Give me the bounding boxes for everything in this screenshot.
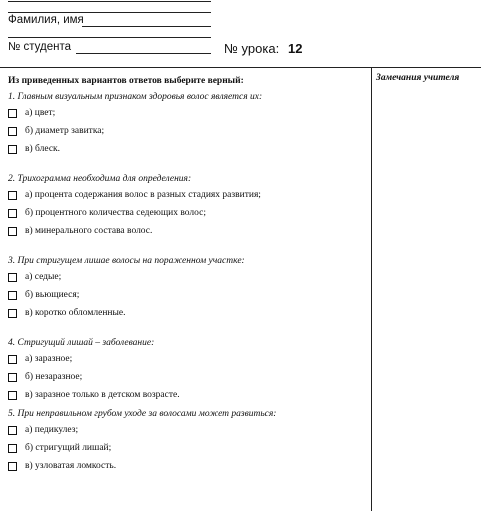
checkbox-icon[interactable] bbox=[8, 109, 17, 118]
checkbox-icon[interactable] bbox=[8, 462, 17, 471]
checkbox-icon[interactable] bbox=[8, 273, 17, 282]
lesson-number: 12 bbox=[288, 41, 303, 56]
question-block bbox=[8, 254, 368, 322]
option-label: а) процента содержания волос в разных стадиях развития; bbox=[25, 190, 261, 200]
top-line-2 bbox=[8, 12, 211, 13]
frame-top-border bbox=[0, 67, 481, 68]
teacher-notes-header: Замечания учителя bbox=[376, 73, 460, 83]
option-label: в) коротко обломленные. bbox=[25, 308, 126, 318]
option-label: в) узловатая ломкость. bbox=[25, 461, 117, 471]
answer-option[interactable] bbox=[8, 268, 368, 286]
answer-option[interactable] bbox=[8, 122, 368, 140]
question-text: 1. Главным визуальным признаком здоровья волос является их: bbox=[8, 92, 263, 102]
answer-option[interactable] bbox=[8, 222, 368, 240]
checkbox-icon[interactable] bbox=[8, 391, 17, 400]
notes-column-divider bbox=[371, 67, 372, 511]
name-line-extra bbox=[8, 37, 211, 38]
checkbox-icon[interactable] bbox=[8, 291, 17, 300]
quiz-content bbox=[8, 74, 368, 475]
instruction: Из приведенных вариантов ответов выберите верный: bbox=[8, 76, 244, 86]
lesson-label: № урока: bbox=[224, 41, 280, 56]
question-block bbox=[8, 172, 368, 240]
option-label: б) диаметр завитка; bbox=[25, 126, 105, 136]
question-block bbox=[8, 90, 368, 158]
option-label: в) заразное только в детском возрасте. bbox=[25, 390, 180, 400]
option-label: б) стригущий лишай; bbox=[25, 443, 112, 453]
question-block bbox=[8, 336, 368, 404]
option-label: в) минерального состава волос. bbox=[25, 226, 153, 236]
checkbox-icon[interactable] bbox=[8, 127, 17, 136]
answer-option[interactable] bbox=[8, 439, 368, 457]
checkbox-icon[interactable] bbox=[8, 227, 17, 236]
answer-option[interactable] bbox=[8, 204, 368, 222]
answer-option[interactable] bbox=[8, 350, 368, 368]
answer-option[interactable] bbox=[8, 286, 368, 304]
option-label: а) седые; bbox=[25, 272, 62, 282]
question-text: 3. При стригущем лишае волосы на пораженном участке: bbox=[8, 256, 245, 266]
answer-option[interactable] bbox=[8, 140, 368, 158]
name-label: Фамилия, имя bbox=[8, 14, 84, 26]
name-field[interactable] bbox=[82, 26, 211, 27]
student-number-label: № студента bbox=[8, 41, 72, 53]
answer-option[interactable] bbox=[8, 304, 368, 322]
answer-option[interactable] bbox=[8, 186, 368, 204]
checkbox-icon[interactable] bbox=[8, 309, 17, 318]
answer-option[interactable] bbox=[8, 386, 368, 404]
checkbox-icon[interactable] bbox=[8, 373, 17, 382]
answer-option[interactable] bbox=[8, 104, 368, 122]
question-text: 4. Стригущий лишай – заболевание: bbox=[8, 338, 155, 348]
checkbox-icon[interactable] bbox=[8, 209, 17, 218]
answer-option[interactable] bbox=[8, 457, 368, 475]
question-block bbox=[8, 407, 368, 475]
option-label: а) заразное; bbox=[25, 354, 73, 364]
top-line-1 bbox=[8, 1, 211, 2]
checkbox-icon[interactable] bbox=[8, 355, 17, 364]
checkbox-icon[interactable] bbox=[8, 145, 17, 154]
question-text: 2. Трихограмма необходима для определения: bbox=[8, 174, 192, 184]
checkbox-icon[interactable] bbox=[8, 444, 17, 453]
option-label: б) процентного количества седеющих волос; bbox=[25, 208, 206, 218]
option-label: б) незаразное; bbox=[25, 372, 83, 382]
checkbox-icon[interactable] bbox=[8, 426, 17, 435]
student-number-field[interactable] bbox=[76, 53, 211, 54]
option-label: а) педикулез; bbox=[25, 425, 79, 435]
question-text: 5. При неправильном грубом уходе за волосами может развиться: bbox=[8, 409, 277, 419]
option-label: а) цвет; bbox=[25, 108, 56, 118]
option-label: б) вьющиеся; bbox=[25, 290, 80, 300]
answer-option[interactable] bbox=[8, 368, 368, 386]
answer-option[interactable] bbox=[8, 421, 368, 439]
option-label: в) блеск. bbox=[25, 144, 61, 154]
checkbox-icon[interactable] bbox=[8, 191, 17, 200]
